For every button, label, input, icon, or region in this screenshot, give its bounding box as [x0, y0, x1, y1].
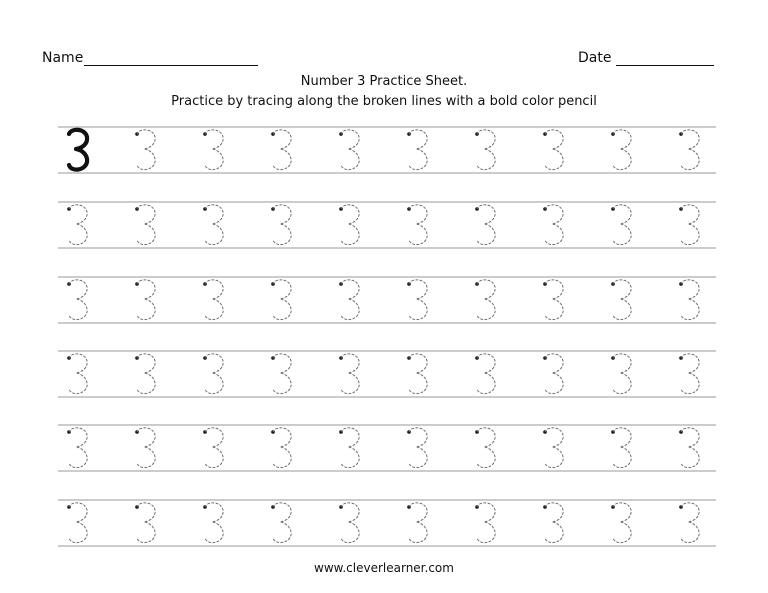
trace-digit [271, 354, 291, 394]
trace-digit [203, 130, 223, 170]
trace-digit [543, 354, 563, 394]
trace-digit [475, 428, 495, 468]
trace-digit [271, 205, 291, 245]
trace-digit [135, 130, 155, 170]
trace-digit [135, 503, 155, 543]
trace-digit [679, 205, 699, 245]
trace-digit [67, 428, 87, 468]
trace-digit [203, 428, 223, 468]
trace-digit [271, 130, 291, 170]
trace-digit [67, 280, 87, 320]
trace-digit [611, 130, 631, 170]
trace-digit [203, 354, 223, 394]
trace-digit [339, 428, 359, 468]
trace-digit [407, 130, 427, 170]
trace-digit [339, 205, 359, 245]
sheet-instructions: Practice by tracing along the broken lines with a bold color pencil [171, 94, 597, 109]
trace-digit [475, 130, 495, 170]
trace-digit [679, 354, 699, 394]
trace-digit [135, 428, 155, 468]
trace-digit [611, 354, 631, 394]
trace-digit [67, 205, 87, 245]
trace-digit [135, 354, 155, 394]
trace-digit [271, 428, 291, 468]
trace-digit [543, 130, 563, 170]
trace-digit [543, 428, 563, 468]
trace-digit [543, 503, 563, 543]
trace-digit [339, 280, 359, 320]
trace-digit [135, 205, 155, 245]
trace-digit [407, 205, 427, 245]
trace-digit [611, 280, 631, 320]
trace-digit [271, 280, 291, 320]
trace-digit [543, 205, 563, 245]
trace-digit [679, 503, 699, 543]
date-label: Date [578, 50, 612, 66]
trace-digit [679, 130, 699, 170]
model-digit [69, 130, 87, 170]
trace-digit [679, 280, 699, 320]
sheet-title: Number 3 Practice Sheet. [300, 74, 468, 89]
trace-digit [67, 503, 87, 543]
footer-website: www.cleverlearner.com [314, 561, 454, 575]
trace-digit [679, 428, 699, 468]
trace-digit [475, 280, 495, 320]
trace-digit [339, 354, 359, 394]
trace-digit [135, 280, 155, 320]
trace-digit [339, 503, 359, 543]
trace-digit [475, 354, 495, 394]
trace-digit [203, 205, 223, 245]
trace-digit [407, 280, 427, 320]
trace-digit [611, 428, 631, 468]
trace-digit [407, 354, 427, 394]
trace-digit [271, 503, 291, 543]
trace-digit [611, 205, 631, 245]
trace-digit [407, 428, 427, 468]
trace-digit [543, 280, 563, 320]
trace-digit [67, 354, 87, 394]
name-label: Name [42, 50, 84, 66]
trace-digit [203, 503, 223, 543]
trace-digit [203, 280, 223, 320]
trace-digit [475, 205, 495, 245]
trace-digit [407, 503, 427, 543]
trace-digit [475, 503, 495, 543]
trace-digit [339, 130, 359, 170]
trace-digit [611, 503, 631, 543]
